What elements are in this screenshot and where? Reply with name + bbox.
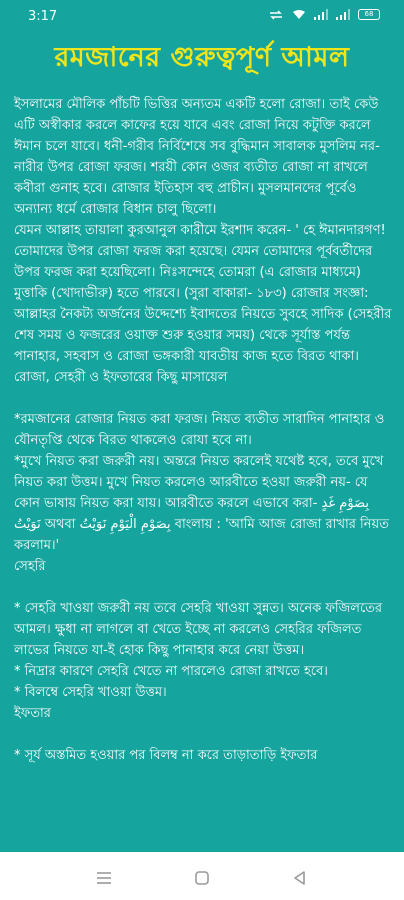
- article-heading: সেহরি: [14, 559, 46, 574]
- signal-icon: [336, 9, 350, 20]
- article-content[interactable]: [0, 84, 404, 852]
- data-transfer-icon: [268, 10, 284, 20]
- home-icon: [194, 870, 210, 886]
- status-time: 3:17: [28, 9, 58, 24]
- article-paragraph: * বিলম্বে সেহরি খাওয়া উত্তম।: [14, 685, 167, 700]
- article-paragraph: ইসলামের মৌলিক পাঁচটি ভিত্তির অন্যতম একটি হলো রোজা। তাই কেউ এটি অস্বীকার করলে কাফের হয়ে যাবে এবং রোজা নিয়ে কটুক্তি করলে ঈমান চলে যাবে। ধনী-গরীব নির্বিশেষে সব বুদ্ধিমান সাবালক মুসলিম নর-নারীর উপর রোজা ফরজ। শরয়ী কোন ওজর ব্যতীত রোজা না রাখলে কবীরা গুনাহ হবে। রোজার ইতিহাস বহু প্রাচীন। মুসলমানদের পূর্বেও অন্যান্য ধর্মে রোজার বিধান চালু ছিলো।: [14, 97, 380, 217]
- status-icons: [268, 9, 380, 20]
- back-button[interactable]: [288, 866, 312, 890]
- spacer: [14, 724, 394, 745]
- page-title: রমজানের গুরুত্বপূর্ণ আমল: [54, 42, 350, 73]
- article-heading: ইফতার: [14, 706, 51, 721]
- spacer: [14, 388, 394, 409]
- home-button[interactable]: [190, 866, 214, 890]
- status-bar: [0, 0, 404, 34]
- article-paragraph: *মুখে নিয়ত করা জরুরী নয়। অন্তরে নিয়ত করলেই যথেষ্ট হবে, তবে মুখে নিয়ত করা উত্তম। মুখে নিয়ত করলেও আরবীতে হওয়া জরুরী নয়- যে কোন ভাষায় নিয়ত করা যায়। আরবীতে করলে এভাবে করা- بِصَوْمِ غَدٍ نَوَيْتُ অথবা بِصَوْمِ الْيَوْمِ نَوَيْتُ বাংলায় : 'আমি আজ রোজা রাখার নিয়ত করলাম।': [14, 454, 389, 553]
- article-paragraph: যেমন আল্লাহ তায়ালা কুরআনুল কারীমে ইরশাদ করেন- ' হে ঈমানদারগণ! তোমাদের উপর রোজা ফরজ করা হয়েছে। যেমন তোমাদের পূর্ববর্তীদের উপর ফরজ করা হয়েছিলো। নিঃসন্দেহে তোমরা (এ রোজার মাধ্যমে) মুত্তাকি (খোদাভীরু) হতে পারবে। (সুরা বাকারা- ১৮৩) রোজার সংজ্ঞা:: [14, 223, 386, 301]
- article-paragraph: * সেহরি খাওয়া জরুরী নয় তবে সেহরি খাওয়া সুন্নত। অনেক ফজিলতের আমল। ক্ষুধা না লাগলে বা খেতে ইচ্ছে না করলেও সেহরির ফজিলত লাভের নিয়তে যা-ই হোক কিছু পানাহার করে নেয়া উত্তম।: [14, 601, 383, 658]
- recents-icon: [95, 870, 113, 886]
- article-paragraph: *রমজানের রোজার নিয়ত করা ফরজ। নিয়ত ব্যতীত সারাদিন পানাহার ও যৌনতৃপ্তি থেকে বিরত থাকলেও রোযা হবে না।: [14, 412, 385, 448]
- recents-button[interactable]: [92, 866, 116, 890]
- article-paragraph: * সূর্য অস্তমিত হওয়ার পর বিলম্ব না করে তাড়াতাড়ি ইফতার: [14, 748, 318, 763]
- navigation-bar: [0, 852, 404, 900]
- article-paragraph: আল্লাহর নৈকট্য অর্জনের উদ্দেশ্যে ইবাদতের নিয়তে সুবহে সাদিক (সেহরীর শেষ সময় ও ফজরের ওয়াক্ত শুরু হওয়ার সময়) থেকে সূর্যাস্ত পর্যন্ত পানাহার, সহবাস ও রোজা ভঙ্গকারী যাবতীয় কাজ হতে বিরত থাকা।: [14, 307, 392, 364]
- wifi-icon: [292, 9, 306, 20]
- article-heading: রোজা, সেহরী ও ইফতারের কিছু মাসায়েল: [14, 370, 228, 385]
- article-paragraph: * নিদ্রার কারণে সেহরি খেতে না পারলেও রোজা রাখতে হবে।: [14, 664, 328, 679]
- spacer: [14, 577, 394, 598]
- back-icon: [292, 870, 308, 886]
- battery-icon: [358, 9, 380, 20]
- title-bar: [0, 34, 404, 84]
- signal-icon: [314, 9, 328, 20]
- battery-level: 68: [364, 10, 374, 18]
